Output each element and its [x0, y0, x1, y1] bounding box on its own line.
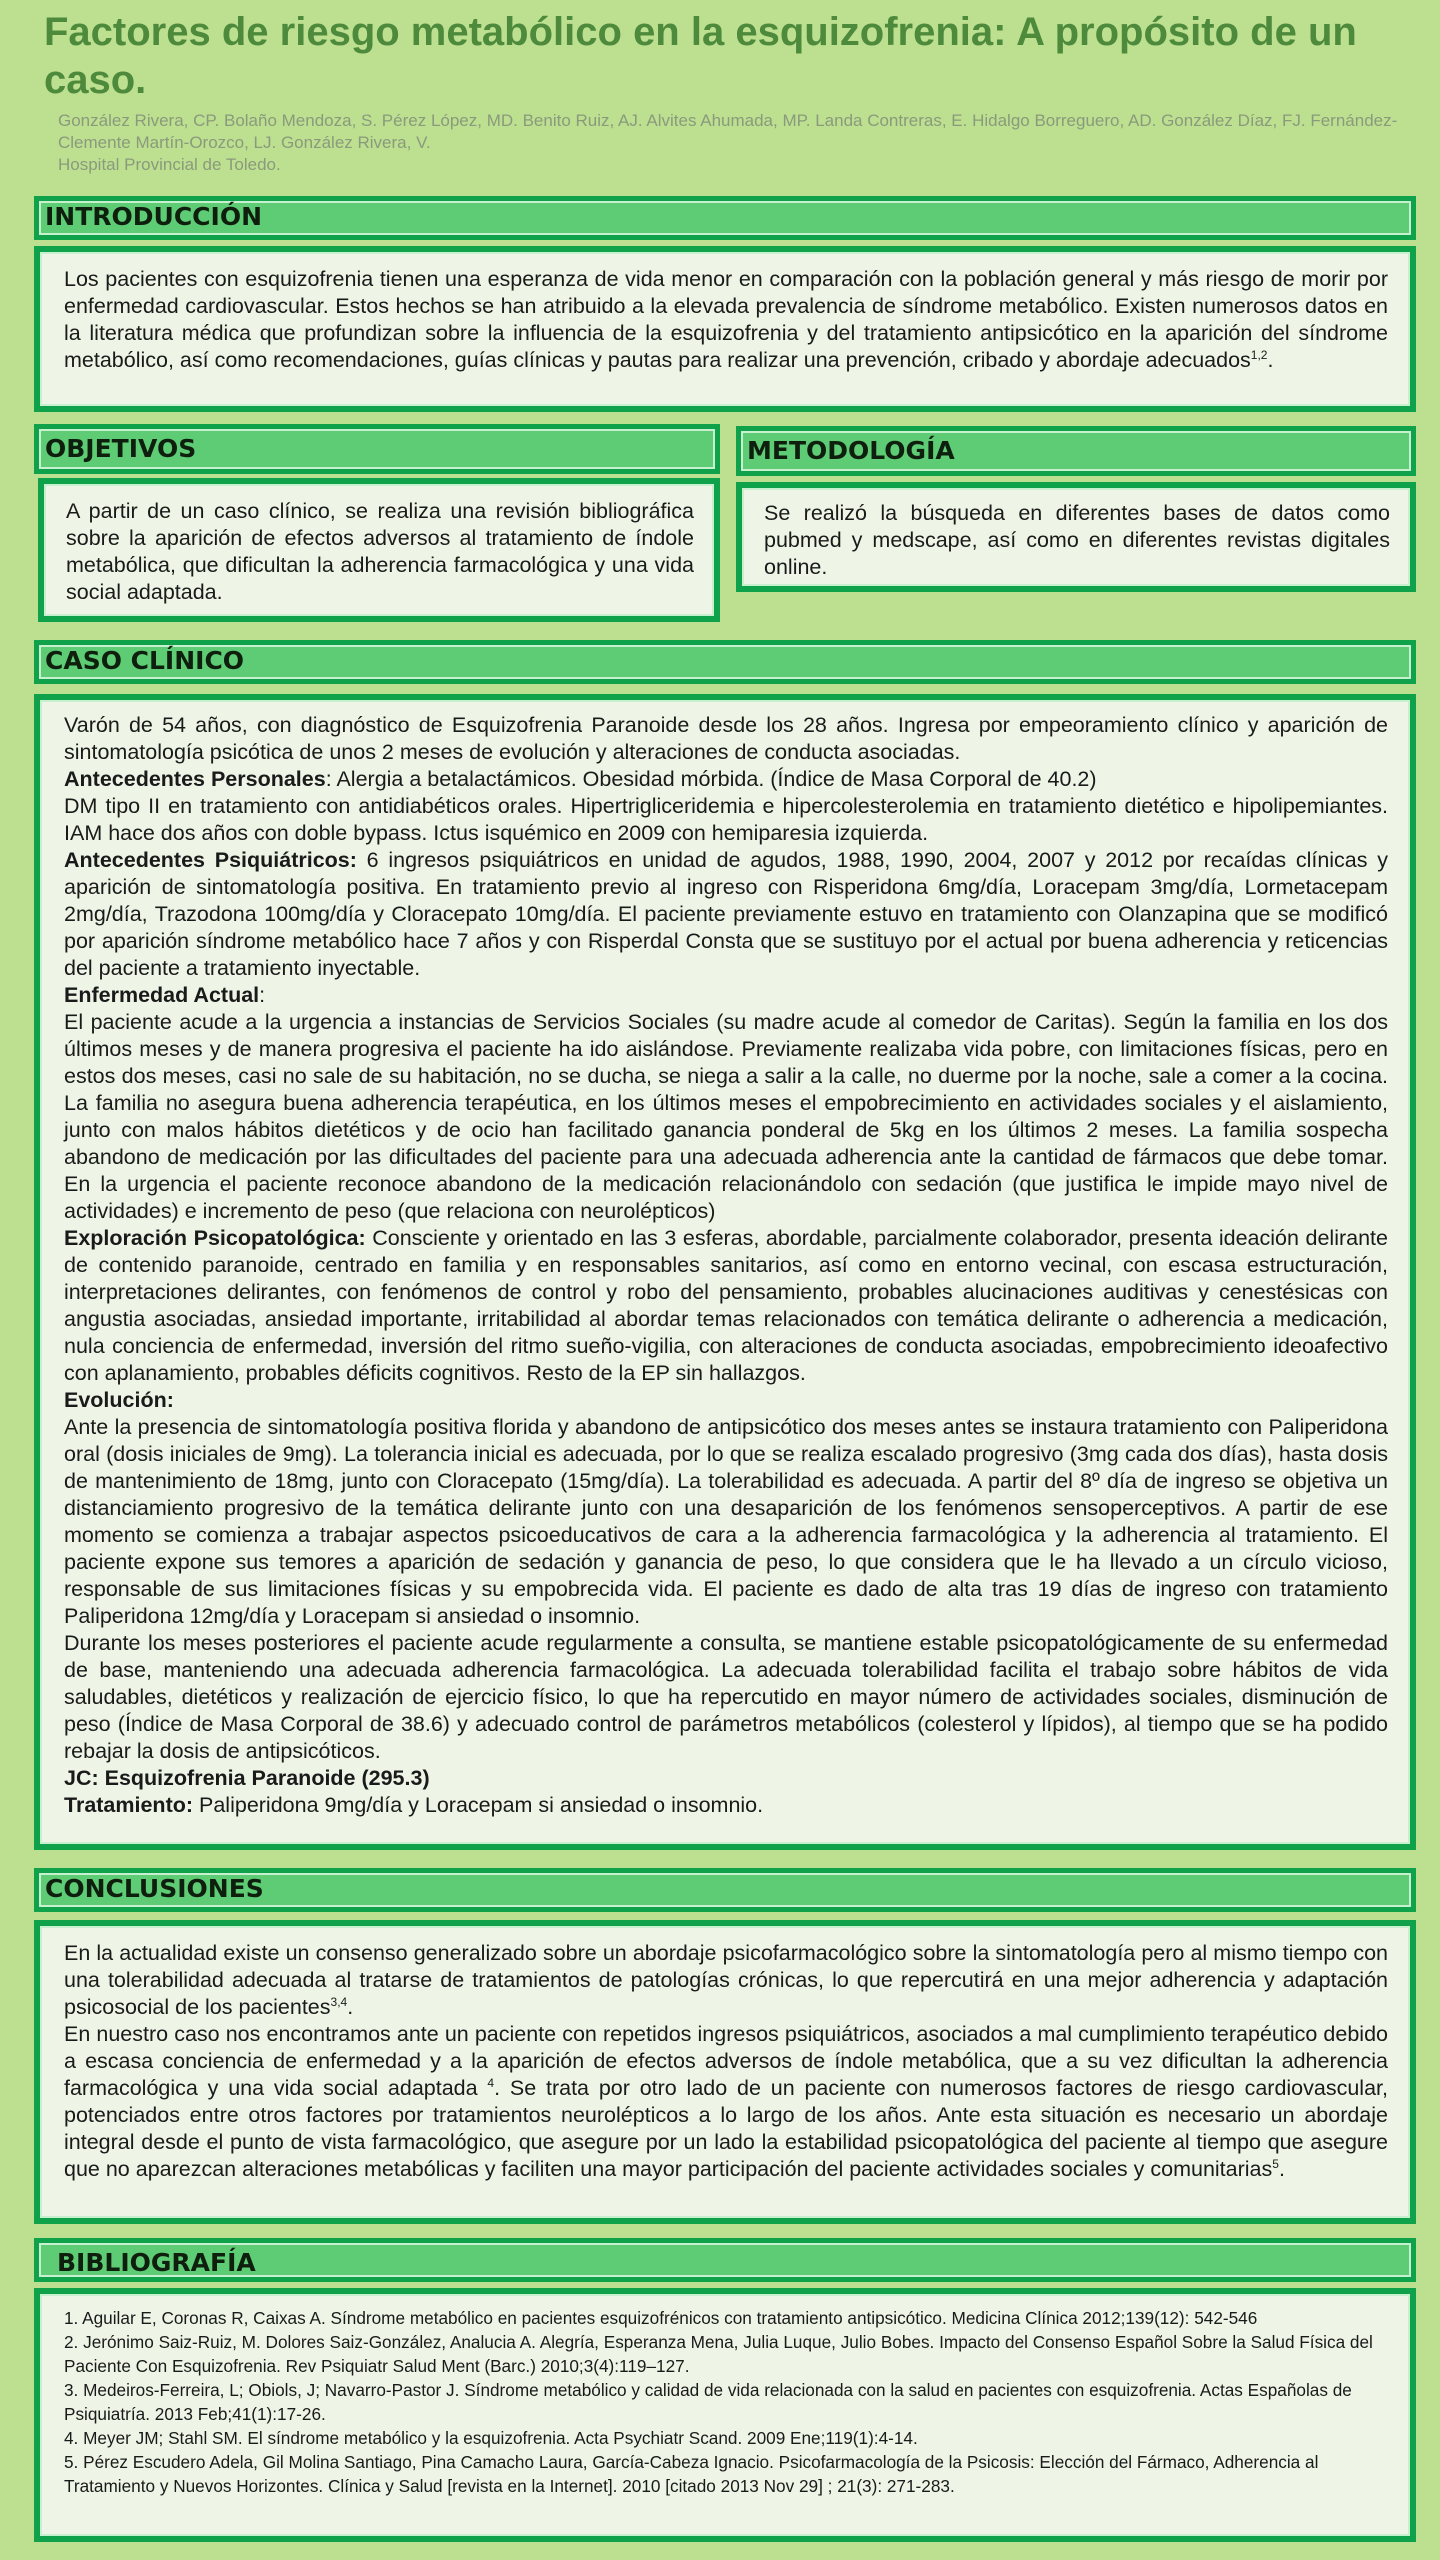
caso-heading-text: CASO CLÍNICO [45, 646, 245, 675]
bibliografia-heading-text: BIBLIOGRAFÍA [57, 2248, 256, 2277]
introduccion-box [34, 246, 1416, 412]
conclusiones-heading-text: CONCLUSIONES [45, 1874, 264, 1903]
institution-text: Hospital Provincial de Toledo. [58, 155, 281, 174]
objetivos-heading [34, 424, 720, 474]
bib-ref-4: 4. Meyer JM; Stahl SM. El síndrome metabólico y la esquizofrenia. Acta Psychiatr Scand. 2009 Ene;119(1):4-14. [64, 2428, 918, 2448]
antecedentes-personales: Antecedentes Personales: Alergia a betalactámicos. Obesidad mórbida. (Índice de Masa Corporal de 40.2) [64, 767, 1097, 791]
bib-ref-3: 3. Medeiros-Ferreira, L; Obiols, J; Navarro-Pastor J. Síndrome metabólico y calidad de vida relacionada con la salud en pacientes con esquizofrenia. Actas Españolas de Psiquiatría. 2013 Feb;41(1):17-26. [64, 2380, 1352, 2424]
caso-box [34, 694, 1416, 1850]
evolucion-label: Evolución: [64, 1388, 174, 1412]
enfermedad-actual-text: El paciente acude a la urgencia a instancias de Servicios Sociales (su madre acude al comedor de Caritas). Según la familia en los dos últimos meses y de manera progresiva el paciente ha ido aislándose. Previamente realizaba vida pobre, con limitaciones físicas, pero en estos dos meses, casi no sale de su habitación, no se ducha, se niega a salir a la calle, no duerme por la noche, sale a comer a la cocina. La familia no asegura buena adherencia terapéutica, en los últimos meses el empobrecimiento en actividades sociales y el aislamiento, junto con malos hábitos dietéticos y de ocio han facilitado ganancia ponderal de 5kg en los últimos 2 meses. La familia sospecha abandono de medicación por las dificultades del paciente para una adecuada adherencia ante la cantidad de fármacos que debe tomar. En la urgencia el paciente reconoce abandono de la medicación relacionándolo con sedación (que justifica le impide mayo nivel de actividades) e incremento de peso (que relaciona con neurolépticos) [64, 1010, 1388, 1223]
introduccion-text: Los pacientes con esquizofrenia tienen una esperanza de vida menor en comparación con la población general y más riesgo de morir por enfermedad cardiovascular. Estos hechos se han atribuido a la elevada prevalencia de síndrome metabólico. Existen numerosos datos en la literatura médica que profundizan sobre la influencia de la esquizofrenia y del tratamiento antipsicótico en la aparición del síndrome metabólico, así como recomendaciones, guías clínicas y pautas para realizar una prevención, cribado y abordaje adecuados$^{1,2}$. [64, 267, 1388, 372]
enfermedad-actual-label: Enfermedad Actual: [64, 983, 266, 1007]
conclusiones-p2: En nuestro caso nos encontramos ante un paciente con repetidos ingresos psiquiátricos, asociados a mal cumplimiento terapéutico debido a escasa conciencia de enfermedad y a la aparición de efectos adversos de índole metabólica, que a su vez dificultan la adherencia farmacológica y una vida social adaptada $^4$. Se trata por otro lado de un paciente con numerosos factores de riesgo cardiovascular, potenciados entre otros factores por tratamientos neurolépticos a lo largo de los años. Ante esta situación es necesario un abordaje integral desde el punto de vista farmacológico, que asegure por un lado la estabilidad psicopatológica del paciente al tiempo que asegure que no aparezcan alteraciones metabólicas y faciliten una mayor participación del paciente actividades sociales y comunitarias$^5$. [64, 2022, 1388, 2181]
bibliografia-box [34, 2288, 1416, 2542]
juicio-clinico: JC: Esquizofrenia Paranoide (295.3) [64, 1766, 430, 1790]
evolucion-text: Ante la presencia de sintomatología positiva florida y abandono de antipsicótico dos meses antes se instaura tratamiento con Paliperidona oral (dosis iniciales de 9mg). La tolerancia inicial es adecuada, por lo que se realiza escalado progresivo (3mg cada dos días), hasta dosis de mantenimiento de 18mg, junto con Cloracepato (15mg/día). La tolerabilidad es adecuada. A partir del 8º día de ingreso se objetiva un distanciamiento progresivo de la temática delirante junto con una desaparición de los fenómenos sensoperceptivos. A partir de ese momento se comienza a trabajar aspectos psicoeducativos de cara a la adherencia farmacológica y la adherencia al tratamiento. El paciente expone sus temores a aparición de sedación y ganancia de peso, lo que considera que le ha llevado a un círculo vicioso, responsable de sus limitaciones físicas y su empobrecida vida. El paciente es dado de alta tras 19 días de ingreso con tratamiento Paliperidona 12mg/día y Loracepam si ansiedad o insomnio. [64, 1415, 1388, 1628]
antecedentes-personales-2: DM tipo II en tratamiento con antidiabéticos orales. Hipertrigliceridemia e hipercolesterolemia en tratamiento dietético e hipolipemiantes. IAM hace dos años con doble bypass. Ictus isquémico en 2009 con hemiparesia izquierda. [64, 794, 1388, 845]
introduccion-heading-text: INTRODUCCIÓN [45, 202, 263, 231]
tratamiento: Tratamiento: Paliperidona 9mg/día y Loracepam si ansiedad o insomnio. [64, 1793, 764, 1817]
conclusiones-heading [34, 1868, 1416, 1912]
metodologia-heading [736, 426, 1416, 476]
caso-heading [34, 640, 1416, 684]
evolucion-text-2: Durante los meses posteriores el paciente acude regularmente a consulta, se mantiene estable psicopatológicamente de su enfermedad de base, manteniendo una adecuada adherencia farmacológica. La adecuada tolerabilidad facilita el trabajo sobre hábitos de vida saludables, dietéticos y realización de ejercicio físico, lo que ha repercutido en mayor número de actividades sociales, disminución de peso (Índice de Masa Corporal de 38.6) y adecuado control de parámetros metabólicos (colesterol y lípidos), al tiempo que se ha podido rebajar la dosis de antipsicóticos. [64, 1631, 1388, 1763]
objetivos-box [38, 478, 720, 622]
bib-ref-5: 5. Pérez Escudero Adela, Gil Molina Santiago, Pina Camacho Laura, García-Cabeza Ignacio. Psicofarmacología de la Psicosis: Elección del Fármaco, Adherencia al Tratamiento y Nuevos Horizontes. Clínica y Salud [revista en la Internet]. 2010 [citado 2013 Nov 29] ; 21(3): 271-283. [64, 2452, 1319, 2496]
antecedentes-psiquiatricos: Antecedentes Psiquiátricos: 6 ingresos psiquiátricos en unidad de agudos, 1988, 1990, 2004, 2007 y 2012 por recaídas clínicas y aparición de sintomatología positiva. En tratamiento previo al ingreso con Risperidona 6mg/día, Loracepam 3mg/día, Lormetacepam 2mg/día, Trazodona 100mg/día y Cloracepato 10mg/día. El paciente previamente estuvo en tratamiento con Olanzapina que se modificó por aparición síndrome metabólico hace 7 años y con Risperdal Consta que se sustituyo por el actual por buena adherencia y reticencias del paciente a tratamiento inyectable. [64, 848, 1389, 980]
author-list [58, 110, 1404, 176]
metodologia-heading-text: METODOLOGÍA [747, 436, 955, 465]
objetivos-heading-text: OBJETIVOS [45, 434, 197, 463]
poster-header [44, 8, 1404, 176]
bib-ref-2: 2. Jerónimo Saiz-Ruiz, M. Dolores Saiz-González, Analucia A. Alegría, Esperanza Mena, Julia Luque, Julio Bobes. Impacto del Consenso Español Sobre la Salud Física del Paciente Con Esquizofrenia. Rev Psiquiatr Salud Ment (Barc.) 2010;3(4):119–127. [64, 2332, 1373, 2376]
bibliografia-heading [34, 2238, 1416, 2282]
authors-text: González Rivera, CP. Bolaño Mendoza, S. Pérez López, MD. Benito Ruiz, AJ. Alvites Ahumada, MP. Landa Contreras, E. Hidalgo Borreguero, AD. González Díaz, FJ. Fernández-Clemente Martín-Orozco, LJ. González Rivera, V. [58, 111, 1398, 152]
bib-ref-1: 1. Aguilar E, Coronas R, Caixas A. Síndrome metabólico en pacientes esquizofrénicos con tratamiento antipsicótico. Medicina Clínica 2012;139(12): 542-546 [64, 2308, 1258, 2328]
metodologia-text: Se realizó la búsqueda en diferentes bases de datos como pubmed y medscape, así como en diferentes revistas digitales online. [764, 501, 1390, 579]
exploracion-psicopatologica: Exploración Psicopatológica: Consciente y orientado en las 3 esferas, abordable, parcialmente colaborador, presenta ideación delirante de contenido paranoide, centrado en familia y en responsables sanitarios, así como en entorno vecinal, con escasa estructuración, interpretaciones delirantes, con fenómenos de control y robo del pensamiento, probables alucinaciones auditivas y cenestésicas con angustia asociadas, ansiedad importante, irritabilidad al abordar temas relacionados con temática delirante o adherencia a medicación, nula conciencia de enfermedad, inversión del ritmo sueño-vigilia, con alteraciones de conducta asociadas, empobrecimiento ideoafectivo con aplanamiento, probables déficits cognitivos. Resto de la EP sin hallazgos. [64, 1226, 1388, 1385]
conclusiones-p1: En la actualidad existe un consenso generalizado sobre un abordaje psicofarmacológico sobre la sintomatología pero al mismo tiempo con una tolerabilidad adecuada al tratarse de tratamientos de patologías crónicas, lo que repercutirá en una mejor adherencia y adaptación psicosocial de los pacientes$^{3,4}$. [64, 1941, 1388, 2019]
objetivos-text: A partir de un caso clínico, se realiza una revisión bibliográfica sobre la aparición de efectos adversos al tratamiento de índole metabólica, que dificultan la adherencia farmacológica y una vida social adaptada. [66, 499, 694, 604]
introduccion-heading [34, 196, 1416, 240]
caso-intro: Varón de 54 años, con diagnóstico de Esquizofrenia Paranoide desde los 28 años. Ingresa por empeoramiento clínico y aparición de sintomatología psicótica de unos 2 meses de evolución y alteraciones de conducta asociadas. [64, 713, 1388, 764]
conclusiones-box [34, 1920, 1416, 2224]
metodologia-box [736, 482, 1416, 592]
poster-title: Factores de riesgo metabólico en la esquizofrenia: A propósito de un caso. [44, 10, 1357, 102]
